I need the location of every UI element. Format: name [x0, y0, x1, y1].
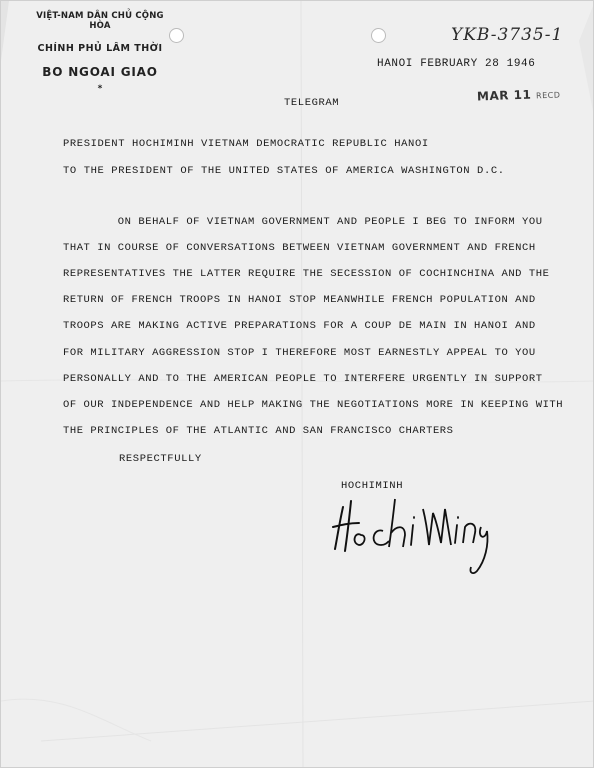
body-line: THE PRINCIPLES OF THE ATLANTIC AND SAN FRANCISCO CHARTERS	[63, 425, 454, 437]
received-stamp-date: MAR 11	[476, 87, 532, 104]
body-line: FOR MILITARY AGGRESSION STOP I THEREFORE MOST EARNESTLY APPEAL TO YOU	[63, 347, 536, 359]
body-line: ON BEHALF OF VIETNAM GOVERNMENT AND PEOPLE I BEG TO INFORM YOU	[63, 216, 543, 228]
letterhead-government: CHÍNH PHỦ LÂM THỜI	[37, 43, 163, 54]
letterhead-ministry: BO NGOAI GIAO	[42, 65, 158, 79]
received-stamp	[477, 87, 561, 104]
letterhead-country: VIỆT-NAM DÂN CHỦ CỘNG HÒA	[36, 11, 164, 31]
signer-name: HOCHIMINH	[341, 480, 404, 492]
body-line: OF OUR INDEPENDENCE AND HELP MAKING THE NEGOTIATIONS MORE IN KEEPING WITH	[63, 399, 564, 411]
body-line: THAT IN COURSE OF CONVERSATIONS BETWEEN VIETNAM GOVERNMENT AND FRENCH	[63, 242, 536, 254]
closing: RESPECTFULLY	[119, 453, 202, 465]
handwritten-document-id: YKB-3735-1	[451, 25, 564, 45]
recipient-line: TO THE PRESIDENT OF THE UNITED STATES OF AMERICA WASHINGTON D.C.	[63, 165, 505, 177]
letterhead-star-mark: *	[97, 84, 103, 94]
body-line: RETURN OF FRENCH TROOPS IN HANOI STOP MEANWHILE FRENCH POPULATION AND	[63, 294, 536, 306]
body-line: PERSONALLY AND TO THE AMERICAN PEOPLE TO INTERFERE URGENTLY IN SUPPORT	[63, 373, 543, 385]
dateline: HANOI FEBRUARY 28 1946	[377, 58, 536, 70]
handwritten-signature	[329, 487, 499, 577]
sender-line: PRESIDENT HOCHIMINH VIETNAM DEMOCRATIC REPUBLIC HANOI	[63, 138, 429, 150]
punch-hole-right	[371, 28, 386, 43]
body-line: TROOPS ARE MAKING ACTIVE PREPARATIONS FOR A COUP DE MAIN IN HANOI AND	[63, 320, 536, 332]
received-stamp-label: RECD	[535, 90, 561, 101]
body-line: REPRESENTATIVES THE LATTER REQUIRE THE SECESSION OF COCHINCHINA AND THE	[63, 268, 550, 280]
document-title: TELEGRAM	[284, 97, 340, 109]
letterhead	[25, 9, 175, 94]
